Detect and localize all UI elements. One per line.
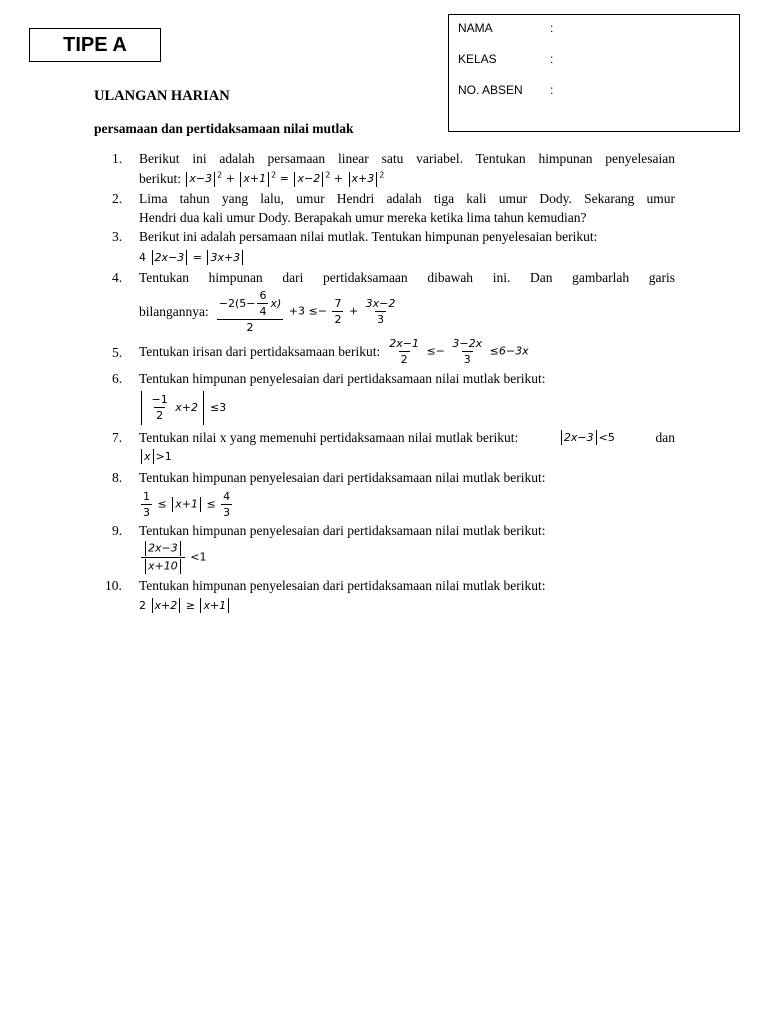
- numerator: 1: [143, 489, 150, 503]
- coefficient: 2: [139, 598, 146, 612]
- denominator: 2: [400, 353, 408, 367]
- numerator: 2x−1: [389, 337, 419, 351]
- exponent: 2: [325, 170, 331, 180]
- question-number: 10.: [105, 578, 122, 594]
- inequality-q8: [139, 490, 234, 519]
- equation-q3: [139, 248, 245, 268]
- denominator: 2: [217, 319, 284, 334]
- question-7: [112, 429, 675, 467]
- denominator: 3: [463, 353, 471, 367]
- operator: ≤−: [426, 344, 445, 358]
- question-number: 4.: [112, 269, 123, 285]
- term: x+1: [203, 598, 227, 612]
- term: x+1: [243, 172, 267, 186]
- term: x+3: [351, 172, 375, 186]
- identity-label-kelas: KELAS: [458, 52, 497, 66]
- question-text: Tentukan himpunan dari pertidaksamaan dibawah ini. Dan gambarlah garis: [139, 269, 675, 285]
- question-text: Tentukan himpunan penyelesaian dari pertidaksamaan nilai mutlak berikut:: [139, 578, 546, 594]
- inequality-tail: <1: [190, 550, 207, 564]
- denominator: 3: [143, 505, 150, 519]
- fraction: [221, 490, 232, 519]
- question-7-line: [139, 429, 675, 448]
- question-8-formula-line: [139, 490, 675, 519]
- inequality-q7b: [139, 448, 172, 467]
- identity-label-absen: NO. ABSEN: [458, 83, 523, 97]
- question-7-line2: [139, 447, 675, 466]
- inequality-q9: [139, 541, 206, 574]
- fraction: [387, 337, 421, 366]
- identity-row-kelas: [458, 52, 553, 68]
- question-8: [112, 469, 675, 519]
- inner-fraction: [257, 289, 268, 318]
- tipe-label: TIPE A: [63, 33, 127, 56]
- inequality-q4: [215, 289, 400, 334]
- question-text: Tentukan irisan dari pertidaksamaan berikut:: [139, 343, 381, 359]
- question-number: 3.: [112, 229, 123, 245]
- question-4: [112, 269, 675, 335]
- operator: ≤: [157, 497, 167, 511]
- term: x−3: [189, 172, 213, 186]
- question-1: [112, 150, 675, 189]
- question-3-formula-line: [139, 247, 675, 268]
- question-3: [112, 228, 675, 267]
- question-10: [105, 577, 675, 615]
- fraction: [141, 541, 185, 574]
- numerator: 4: [223, 489, 231, 503]
- question-4-formula-line: [139, 289, 675, 334]
- question-10-formula-line: [139, 596, 675, 615]
- numerator: 2x−3: [148, 541, 178, 555]
- equation-q1: [184, 169, 384, 189]
- exponent: 2: [379, 170, 385, 180]
- denominator: x+10: [148, 559, 178, 573]
- tipe-box: [29, 28, 161, 62]
- question-2: [112, 190, 675, 227]
- inequality-tail: ≤6−3x: [489, 344, 529, 358]
- page-subtitle: persamaan dan pertidaksamaan nilai mutlak: [94, 121, 354, 136]
- question-number: 9.: [112, 522, 123, 538]
- identity-sep-absen: :: [550, 83, 554, 97]
- question-text: Berikut ini adalah persamaan nilai mutlak. Tentukan himpunan penyelesaian berikut:: [139, 229, 598, 245]
- term: 3x+3: [210, 250, 241, 264]
- inequality-tail: ≤3: [209, 400, 227, 414]
- question-5: [112, 337, 675, 366]
- question-number: 8.: [112, 470, 123, 486]
- fraction: [332, 297, 343, 326]
- identity-row-absen: [458, 83, 553, 99]
- term: x+2: [175, 400, 198, 414]
- inequality-q5: [385, 337, 528, 366]
- inequality-tail: <5: [598, 430, 615, 444]
- identity-box: [448, 14, 740, 132]
- denominator: 4: [259, 305, 267, 319]
- identity-sep-kelas: :: [550, 52, 554, 66]
- numerator: 3−2x: [452, 337, 483, 351]
- question-text: Tentukan himpunan penyelesaian dari pertidaksamaan nilai mutlak berikut:: [139, 522, 546, 538]
- operator: =: [279, 172, 289, 186]
- question-6: [112, 370, 675, 425]
- denominator: 3: [223, 505, 231, 519]
- inequality-tail: >1: [155, 449, 172, 463]
- question-1-formula-line: [139, 169, 675, 190]
- question-number: 7.: [112, 429, 123, 445]
- identity-row-nama: [458, 21, 553, 37]
- denominator: 3: [377, 313, 385, 327]
- inequality-q10: [139, 597, 231, 616]
- exponent: 2: [271, 170, 277, 180]
- question-text: Tentukan nilai x yang memenuhi pertidaksamaan nilai mutlak berikut:: [139, 429, 519, 445]
- question-number: 2.: [112, 191, 123, 207]
- operator: ≥: [185, 598, 195, 612]
- term: x+2: [154, 598, 178, 612]
- inequality-q7a: [559, 429, 615, 448]
- question-number: 5.: [112, 345, 123, 361]
- fraction: [141, 490, 152, 519]
- identity-sep-nama: :: [550, 21, 554, 35]
- identity-label-nama: NAMA: [458, 21, 493, 35]
- term: 2x−3: [563, 430, 594, 444]
- term: 2x−3: [154, 250, 185, 264]
- page-title: ULANGAN HARIAN: [94, 88, 230, 104]
- fraction: [364, 297, 398, 326]
- denominator: 2: [334, 313, 342, 327]
- question-6-formula-line: [139, 391, 675, 425]
- term: x: [144, 449, 151, 463]
- question-text-line2: Hendri dua kali umur Dody. Berapakah umur mereka ketika lima tahun kemudian?: [139, 209, 587, 225]
- numerator: 6: [259, 289, 267, 303]
- question-list: [105, 150, 675, 616]
- term: x−2: [297, 172, 321, 186]
- question-9-formula-line: [139, 541, 675, 574]
- coefficient: 4: [139, 250, 146, 264]
- question-5-line: [139, 337, 675, 366]
- denominator: 2: [156, 409, 164, 423]
- numerator: −1: [151, 393, 168, 407]
- fraction: [150, 393, 170, 422]
- term: x+1: [175, 497, 198, 511]
- operator: +: [333, 172, 344, 186]
- connector-text: dan: [655, 429, 675, 445]
- question-number: 6.: [112, 371, 123, 387]
- numerator: 7: [334, 297, 342, 311]
- question-text: Berikut ini adalah persamaan linear satu variabel. Tentukan himpunan penyelesaian: [139, 151, 675, 166]
- numerator: 3x−2: [365, 297, 396, 311]
- question-text: Tentukan himpunan penyelesaian dari pertidaksamaan nilai mutlak berikut:: [139, 470, 546, 486]
- inequality-q6: [139, 391, 226, 425]
- fraction: [217, 289, 284, 334]
- question-text: Tentukan himpunan penyelesaian dari pertidaksamaan nilai mutlak berikut:: [139, 371, 546, 387]
- operator: ≤: [206, 497, 216, 511]
- question-text-line2: berikut:: [139, 170, 181, 186]
- operator: +: [225, 172, 235, 186]
- question-text: Lima tahun yang lalu, umur Hendri adalah tiga kali umur Dody. Sekarang umur: [139, 191, 675, 207]
- operator: +3 ≤−: [288, 304, 327, 318]
- question-number: 1.: [112, 151, 123, 166]
- question-9: [112, 522, 675, 575]
- question-text-line2: bilangannya:: [139, 303, 209, 319]
- numerator-part: x): [270, 297, 282, 311]
- exponent: 2: [217, 170, 223, 180]
- fraction: [450, 337, 484, 366]
- operator: +: [348, 304, 359, 318]
- numerator-part: −2(5−: [218, 297, 256, 311]
- operator: =: [192, 250, 202, 264]
